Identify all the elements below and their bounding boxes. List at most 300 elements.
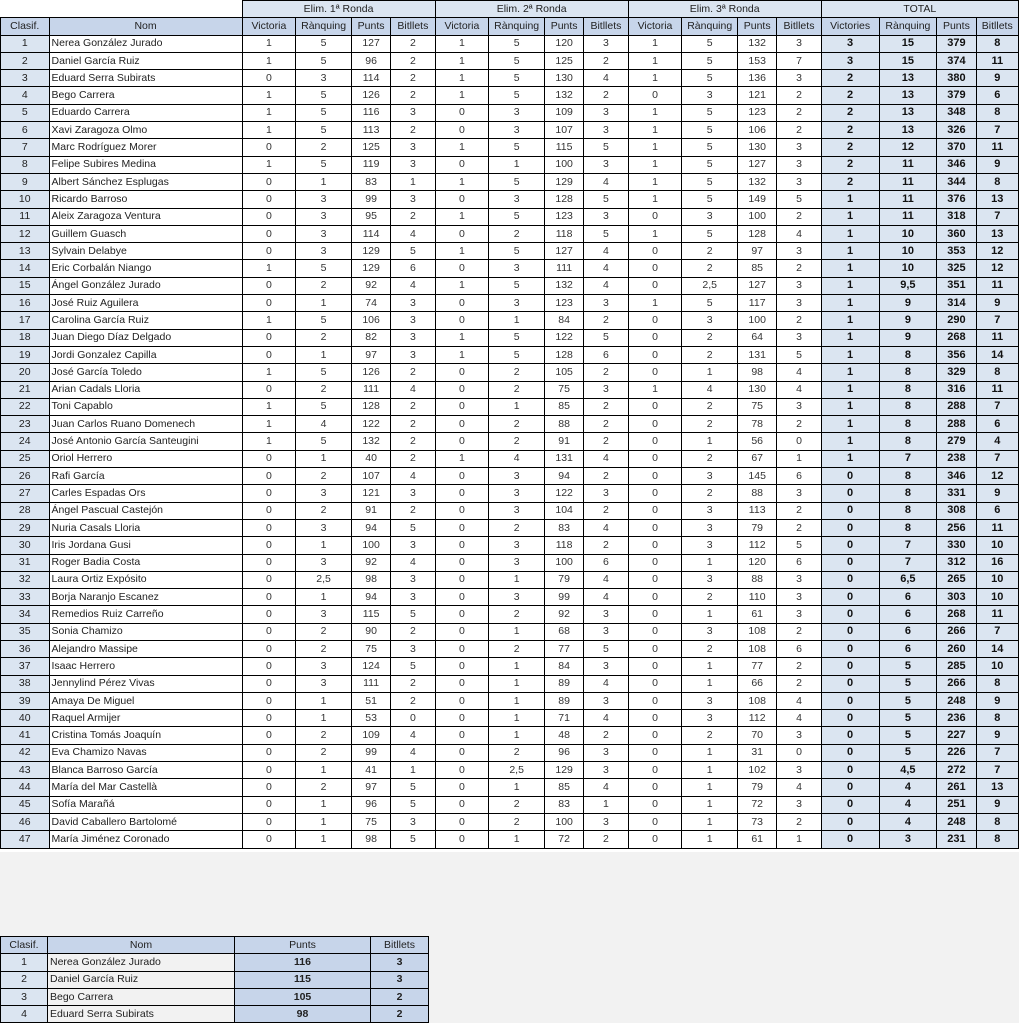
cell: 115 [545, 139, 584, 156]
player-name-cell: Raquel Armijer [49, 710, 242, 727]
player-name-cell: Nuria Casals Lloria [49, 519, 242, 536]
cell: 6 [391, 260, 435, 277]
cell: 2 [296, 744, 352, 761]
cell: 136 [738, 70, 777, 87]
final-row [1, 988, 429, 1005]
rank-cell: 29 [1, 519, 50, 536]
cell: 2 [682, 260, 738, 277]
cell: 2 [489, 519, 545, 536]
total-cell: 251 [937, 796, 976, 813]
total-cell: 8 [879, 381, 937, 398]
total-cell: 370 [937, 139, 976, 156]
cell: 115 [351, 606, 390, 623]
cell: 118 [545, 537, 584, 554]
rank-cell: 24 [1, 433, 50, 450]
cell: 5 [296, 312, 352, 329]
rank-cell: 6 [1, 122, 50, 139]
cell: 3 [489, 468, 545, 485]
cell: 85 [545, 779, 584, 796]
cell: 122 [545, 329, 584, 346]
total-cell: 268 [937, 329, 976, 346]
cell: 0 [435, 710, 489, 727]
cell: 0 [242, 502, 296, 519]
cell: 67 [738, 450, 777, 467]
cell: 5 [584, 139, 628, 156]
cell: 3 [296, 658, 352, 675]
cell: 1 [296, 450, 352, 467]
cell: 31 [738, 744, 777, 761]
total-cell: 2 [821, 104, 879, 121]
total-cell: 12 [976, 260, 1018, 277]
table-row [1, 623, 1019, 640]
cell: 3 [777, 796, 821, 813]
cell: 5 [584, 225, 628, 242]
cell: 1 [489, 692, 545, 709]
cell: 0 [242, 225, 296, 242]
player-name-cell: Roger Badia Costa [49, 554, 242, 571]
cell: 0 [628, 640, 682, 657]
cell: 0 [242, 710, 296, 727]
final-table [0, 936, 429, 1023]
table-row [1, 519, 1019, 536]
rank-cell: 25 [1, 450, 50, 467]
cell: 1 [296, 346, 352, 363]
cell: 0 [628, 329, 682, 346]
table-row [1, 571, 1019, 588]
total-cell: 331 [937, 485, 976, 502]
rank-cell: 8 [1, 156, 50, 173]
total-cell: 0 [821, 744, 879, 761]
total-cell: 3 [821, 52, 879, 69]
total-cell: 344 [937, 173, 976, 190]
table-row [1, 450, 1019, 467]
total-cell: 0 [821, 485, 879, 502]
cell: 5 [489, 139, 545, 156]
cell: 0 [435, 692, 489, 709]
cell: 3 [296, 485, 352, 502]
cell: 0 [242, 208, 296, 225]
cell: 5 [391, 243, 435, 260]
cell: 2 [584, 398, 628, 415]
cell: 3 [391, 139, 435, 156]
cell: 0 [628, 571, 682, 588]
cell: 0 [435, 485, 489, 502]
player-name-cell: Ángel González Jurado [49, 277, 242, 294]
cell: 129 [545, 762, 584, 779]
group-round-1: Elim. 1ª Ronda [242, 1, 435, 18]
cell: 82 [351, 329, 390, 346]
rank-cell: 38 [1, 675, 50, 692]
rank-cell: 4 [1, 87, 50, 104]
total-cell: 266 [937, 623, 976, 640]
rank-cell: 3 [1, 70, 50, 87]
cell: 3 [777, 571, 821, 588]
table-row [1, 831, 1019, 848]
cell: 107 [351, 468, 390, 485]
cell: 5 [296, 398, 352, 415]
cell: 0 [435, 260, 489, 277]
cell: 5 [296, 52, 352, 69]
total-cell: 227 [937, 727, 976, 744]
cell: 2 [682, 450, 738, 467]
total-cell: 353 [937, 243, 976, 260]
cell: 0 [242, 537, 296, 554]
rank-cell: 30 [1, 537, 50, 554]
player-name-cell: Blanca Barroso García [49, 762, 242, 779]
cell: 1 [489, 623, 545, 640]
cell: 0 [242, 139, 296, 156]
cell: 127 [738, 277, 777, 294]
cell: 3 [682, 519, 738, 536]
cell: 98 [351, 571, 390, 588]
table-row [1, 87, 1019, 104]
cell: 5 [296, 87, 352, 104]
cell: 3 [584, 744, 628, 761]
cell: 3 [777, 70, 821, 87]
cell: 3 [584, 295, 628, 312]
cell: 3 [682, 87, 738, 104]
cell: 119 [351, 156, 390, 173]
cell: 1 [296, 173, 352, 190]
cell: 3 [391, 312, 435, 329]
final-rank-cell: 4 [1, 1006, 48, 1023]
cell: 5 [682, 295, 738, 312]
cell: 0 [777, 433, 821, 450]
cell: 3 [777, 277, 821, 294]
total-cell: 4 [976, 433, 1018, 450]
total-cell: 0 [821, 762, 879, 779]
column-header: Bitllets [777, 18, 821, 35]
cell: 1 [777, 450, 821, 467]
cell: 99 [351, 191, 390, 208]
table-row [1, 52, 1019, 69]
cell: 3 [584, 35, 628, 52]
cell: 2 [296, 468, 352, 485]
cell: 3 [584, 692, 628, 709]
total-cell: 0 [821, 606, 879, 623]
cell: 104 [545, 502, 584, 519]
cell: 1 [435, 277, 489, 294]
cell: 1 [628, 381, 682, 398]
player-name-cell: Rafi García [49, 468, 242, 485]
player-name-cell: Toni Capablo [49, 398, 242, 415]
cell: 4 [584, 70, 628, 87]
cell: 2,5 [296, 571, 352, 588]
cell: 5 [391, 831, 435, 848]
total-cell: 7 [976, 744, 1018, 761]
cell: 2 [584, 831, 628, 848]
cell: 0 [242, 727, 296, 744]
player-name-cell: Bego Carrera [49, 87, 242, 104]
cell: 0 [628, 485, 682, 502]
cell: 1 [489, 398, 545, 415]
total-cell: 15 [879, 35, 937, 52]
rank-cell: 13 [1, 243, 50, 260]
table-row [1, 260, 1019, 277]
cell: 75 [738, 398, 777, 415]
total-cell: 303 [937, 589, 976, 606]
player-name-cell: Sonia Chamizo [49, 623, 242, 640]
total-cell: 14 [976, 346, 1018, 363]
player-name-cell: Nerea González Jurado [49, 35, 242, 52]
cell: 3 [777, 762, 821, 779]
column-header: Nom [49, 18, 242, 35]
cell: 1 [489, 312, 545, 329]
player-name-cell: Arian Cadals Lloria [49, 381, 242, 398]
total-cell: 351 [937, 277, 976, 294]
cell: 88 [738, 485, 777, 502]
cell: 3 [682, 502, 738, 519]
cell: 113 [738, 502, 777, 519]
cell: 91 [351, 502, 390, 519]
cell: 2 [682, 346, 738, 363]
total-cell: 5 [879, 710, 937, 727]
total-cell: 7 [976, 450, 1018, 467]
total-cell: 1 [821, 260, 879, 277]
cell: 1 [628, 35, 682, 52]
cell: 3 [777, 606, 821, 623]
cell: 0 [435, 502, 489, 519]
total-cell: 7 [976, 398, 1018, 415]
cell: 112 [738, 710, 777, 727]
cell: 3 [391, 104, 435, 121]
cell: 0 [242, 813, 296, 830]
cell: 132 [351, 433, 390, 450]
cell: 2 [682, 398, 738, 415]
total-cell: 0 [821, 468, 879, 485]
total-cell: 6,5 [879, 571, 937, 588]
cell: 5 [682, 122, 738, 139]
total-cell: 11 [976, 139, 1018, 156]
cell: 5 [391, 796, 435, 813]
cell: 3 [682, 537, 738, 554]
cell: 4 [489, 450, 545, 467]
cell: 5 [391, 606, 435, 623]
rank-cell: 47 [1, 831, 50, 848]
total-cell: 248 [937, 813, 976, 830]
cell: 153 [738, 52, 777, 69]
column-header: Victoria [435, 18, 489, 35]
cell: 100 [545, 554, 584, 571]
total-cell: 308 [937, 502, 976, 519]
cell: 1 [435, 346, 489, 363]
cell: 96 [351, 52, 390, 69]
cell: 125 [545, 52, 584, 69]
cell: 0 [628, 398, 682, 415]
cell: 0 [435, 658, 489, 675]
cell: 2 [296, 727, 352, 744]
total-cell: 7 [976, 312, 1018, 329]
total-cell: 15 [879, 52, 937, 69]
final-cell: 3 [371, 971, 429, 988]
column-header: Victoria [242, 18, 296, 35]
cell: 1 [435, 243, 489, 260]
cell: 64 [738, 329, 777, 346]
cell: 99 [545, 589, 584, 606]
final-header-row [1, 937, 429, 954]
cell: 1 [242, 398, 296, 415]
column-header: Rànquing [682, 18, 738, 35]
cell: 1 [682, 813, 738, 830]
cell: 61 [738, 831, 777, 848]
cell: 3 [489, 122, 545, 139]
cell: 85 [738, 260, 777, 277]
cell: 1 [628, 122, 682, 139]
column-header: Victoria [628, 18, 682, 35]
total-cell: 1 [821, 433, 879, 450]
cell: 2 [391, 70, 435, 87]
cell: 1 [242, 52, 296, 69]
cell: 2 [682, 329, 738, 346]
cell: 0 [242, 191, 296, 208]
total-cell: 2 [821, 122, 879, 139]
total-cell: 10 [976, 571, 1018, 588]
table-row [1, 468, 1019, 485]
cell: 0 [242, 796, 296, 813]
cell: 132 [545, 277, 584, 294]
cell: 1 [682, 606, 738, 623]
cell: 2 [777, 623, 821, 640]
total-cell: 1 [821, 329, 879, 346]
cell: 0 [628, 346, 682, 363]
total-cell: 374 [937, 52, 976, 69]
cell: 5 [489, 329, 545, 346]
cell: 3 [296, 191, 352, 208]
cell: 3 [391, 589, 435, 606]
total-cell: 285 [937, 658, 976, 675]
cell: 1 [682, 554, 738, 571]
cell: 66 [738, 675, 777, 692]
cell: 2 [296, 381, 352, 398]
cell: 0 [242, 468, 296, 485]
cell: 130 [738, 381, 777, 398]
cell: 1 [489, 779, 545, 796]
player-name-cell: Amaya De Miguel [49, 692, 242, 709]
table-row [1, 813, 1019, 830]
cell: 75 [545, 381, 584, 398]
cell: 114 [351, 70, 390, 87]
player-name-cell: Carles Espadas Ors [49, 485, 242, 502]
column-header: Rànquing [296, 18, 352, 35]
cell: 1 [296, 831, 352, 848]
total-cell: 0 [821, 502, 879, 519]
total-cell: 0 [821, 623, 879, 640]
cell: 1 [242, 260, 296, 277]
final-name-cell: Nerea González Jurado [48, 954, 235, 971]
cell: 3 [777, 398, 821, 415]
total-cell: 11 [976, 52, 1018, 69]
player-name-cell: Xavi Zaragoza Olmo [49, 122, 242, 139]
total-cell: 7 [879, 554, 937, 571]
cell: 1 [628, 139, 682, 156]
cell: 4 [584, 675, 628, 692]
rank-cell: 16 [1, 295, 50, 312]
cell: 83 [545, 796, 584, 813]
cell: 84 [545, 658, 584, 675]
cell: 99 [351, 744, 390, 761]
total-cell: 9 [976, 796, 1018, 813]
cell: 1 [682, 364, 738, 381]
cell: 3 [391, 813, 435, 830]
total-cell: 8 [976, 104, 1018, 121]
cell: 1 [682, 433, 738, 450]
column-header: Bitllets [391, 18, 435, 35]
total-cell: 9 [976, 485, 1018, 502]
cell: 128 [738, 225, 777, 242]
cell: 2 [584, 502, 628, 519]
cell: 125 [351, 139, 390, 156]
rank-cell: 14 [1, 260, 50, 277]
column-header: Punts [351, 18, 390, 35]
cell: 3 [489, 260, 545, 277]
total-cell: 6 [976, 416, 1018, 433]
total-cell: 8 [879, 416, 937, 433]
cell: 1 [296, 295, 352, 312]
cell: 5 [489, 208, 545, 225]
cell: 0 [435, 156, 489, 173]
total-cell: 12 [879, 139, 937, 156]
cell: 5 [489, 346, 545, 363]
cell: 4 [777, 710, 821, 727]
cell: 4 [584, 243, 628, 260]
total-cell: 9 [976, 727, 1018, 744]
cell: 1 [242, 416, 296, 433]
cell: 5 [777, 346, 821, 363]
cell: 3 [296, 606, 352, 623]
cell: 0 [628, 364, 682, 381]
cell: 4 [682, 381, 738, 398]
player-name-cell: Jordi Gonzalez Capilla [49, 346, 242, 363]
total-cell: 6 [879, 623, 937, 640]
cell: 2 [584, 433, 628, 450]
cell: 4 [777, 364, 821, 381]
final-column-header: Nom [48, 937, 235, 954]
cell: 5 [296, 35, 352, 52]
cell: 3 [777, 243, 821, 260]
cell: 0 [628, 468, 682, 485]
cell: 3 [777, 485, 821, 502]
cell: 1 [628, 104, 682, 121]
cell: 3 [584, 156, 628, 173]
cell: 1 [435, 52, 489, 69]
cell: 68 [545, 623, 584, 640]
cell: 88 [738, 571, 777, 588]
table-row [1, 606, 1019, 623]
cell: 0 [628, 762, 682, 779]
cell: 94 [545, 468, 584, 485]
cell: 0 [628, 416, 682, 433]
column-header-row [1, 18, 1019, 35]
cell: 5 [584, 640, 628, 657]
total-cell: 10 [879, 243, 937, 260]
cell: 4 [777, 381, 821, 398]
cell: 41 [351, 762, 390, 779]
cell: 3 [391, 295, 435, 312]
total-cell: 325 [937, 260, 976, 277]
cell: 2 [777, 813, 821, 830]
total-cell: 5 [879, 692, 937, 709]
cell: 3 [391, 640, 435, 657]
column-header: Punts [937, 18, 976, 35]
rank-cell: 23 [1, 416, 50, 433]
cell: 5 [296, 364, 352, 381]
cell: 0 [242, 658, 296, 675]
total-cell: 6 [976, 502, 1018, 519]
cell: 3 [584, 122, 628, 139]
cell: 0 [435, 225, 489, 242]
cell: 4 [584, 571, 628, 588]
total-cell: 7 [879, 537, 937, 554]
